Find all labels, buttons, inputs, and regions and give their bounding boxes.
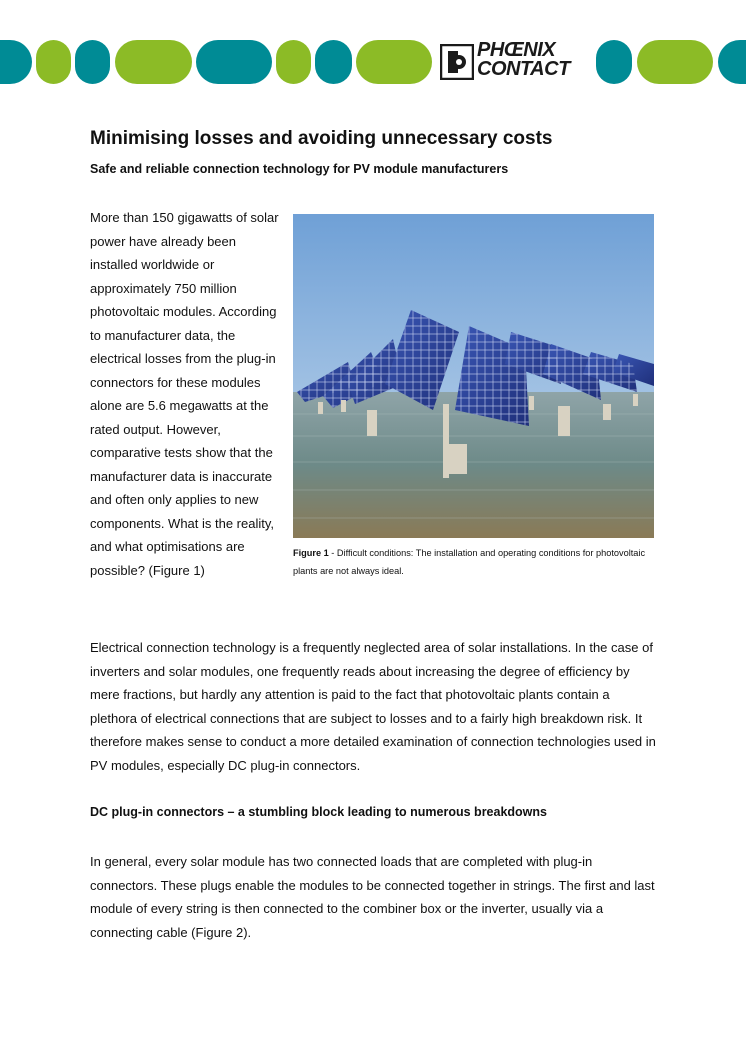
logo-line1: PHŒNIX — [477, 39, 556, 61]
figure-label: Figure 1 — [293, 548, 329, 558]
figure-1-photo — [293, 214, 654, 538]
page-title: Minimising losses and avoiding unnecessary costs — [90, 128, 553, 149]
header-dot — [637, 40, 713, 84]
header-dot — [596, 40, 632, 84]
header-dot — [315, 40, 352, 84]
header-dot — [0, 40, 32, 84]
header-dot — [115, 40, 192, 84]
logo-mark-icon — [440, 44, 474, 80]
header-dot — [75, 40, 110, 84]
header-dot — [196, 40, 272, 84]
page-subtitle: Safe and reliable connection technology for PV module manufacturers — [90, 162, 509, 176]
figure-caption-text: - Difficult conditions: The installation and operating conditions for photovoltaic plants are not always ideal. — [293, 548, 646, 576]
header-band — [0, 40, 746, 84]
body-paragraph: In general, every solar module has two connected loads that are completed with plug-in connectors. These plugs enable the modules to be connected together in strings. The first and last module of every string is then connected to the combiner box or the inverter, usually via a connecting cable (Figure 2). — [90, 854, 655, 940]
header-dot — [718, 40, 746, 84]
header-dot — [36, 40, 71, 84]
section-heading: DC plug-in connectors – a stumbling block leading to numerous breakdowns — [90, 805, 547, 819]
logo-text — [477, 41, 570, 79]
body-paragraph: Electrical connection technology is a frequently neglected area of solar installations. In the case of inverters and solar modules, one frequently reads about increasing the degree of efficiency by mere fractions, but hardly any attention is paid to the fact that photovoltaic plants contain a plethora of electrical connections that are subject to losses and to a fairly high breakdown risk. It therefore makes sense to conduct a more detailed examination of connection technologies used in PV modules, especially DC plug-in connectors. — [90, 640, 656, 773]
header-dot — [276, 40, 311, 84]
phoenix-contact-logo — [440, 40, 590, 84]
figure-1-caption — [293, 544, 654, 580]
logo-line2: CONTACT — [477, 58, 570, 80]
intro-paragraph: More than 150 gigawatts of solar power have already been installed worldwide or approximately 750 million photovoltaic modules. According to manufacturer data, the electrical losses from the plug-in connectors for these modules alone are 5.6 megawatts at the rated output. However, comparative tests show that the manufacturer data is inaccurate and often only applies to new components. What is the reality, and what optimisations are possible? (Figure 1) — [90, 210, 279, 578]
header-dot — [356, 40, 432, 84]
